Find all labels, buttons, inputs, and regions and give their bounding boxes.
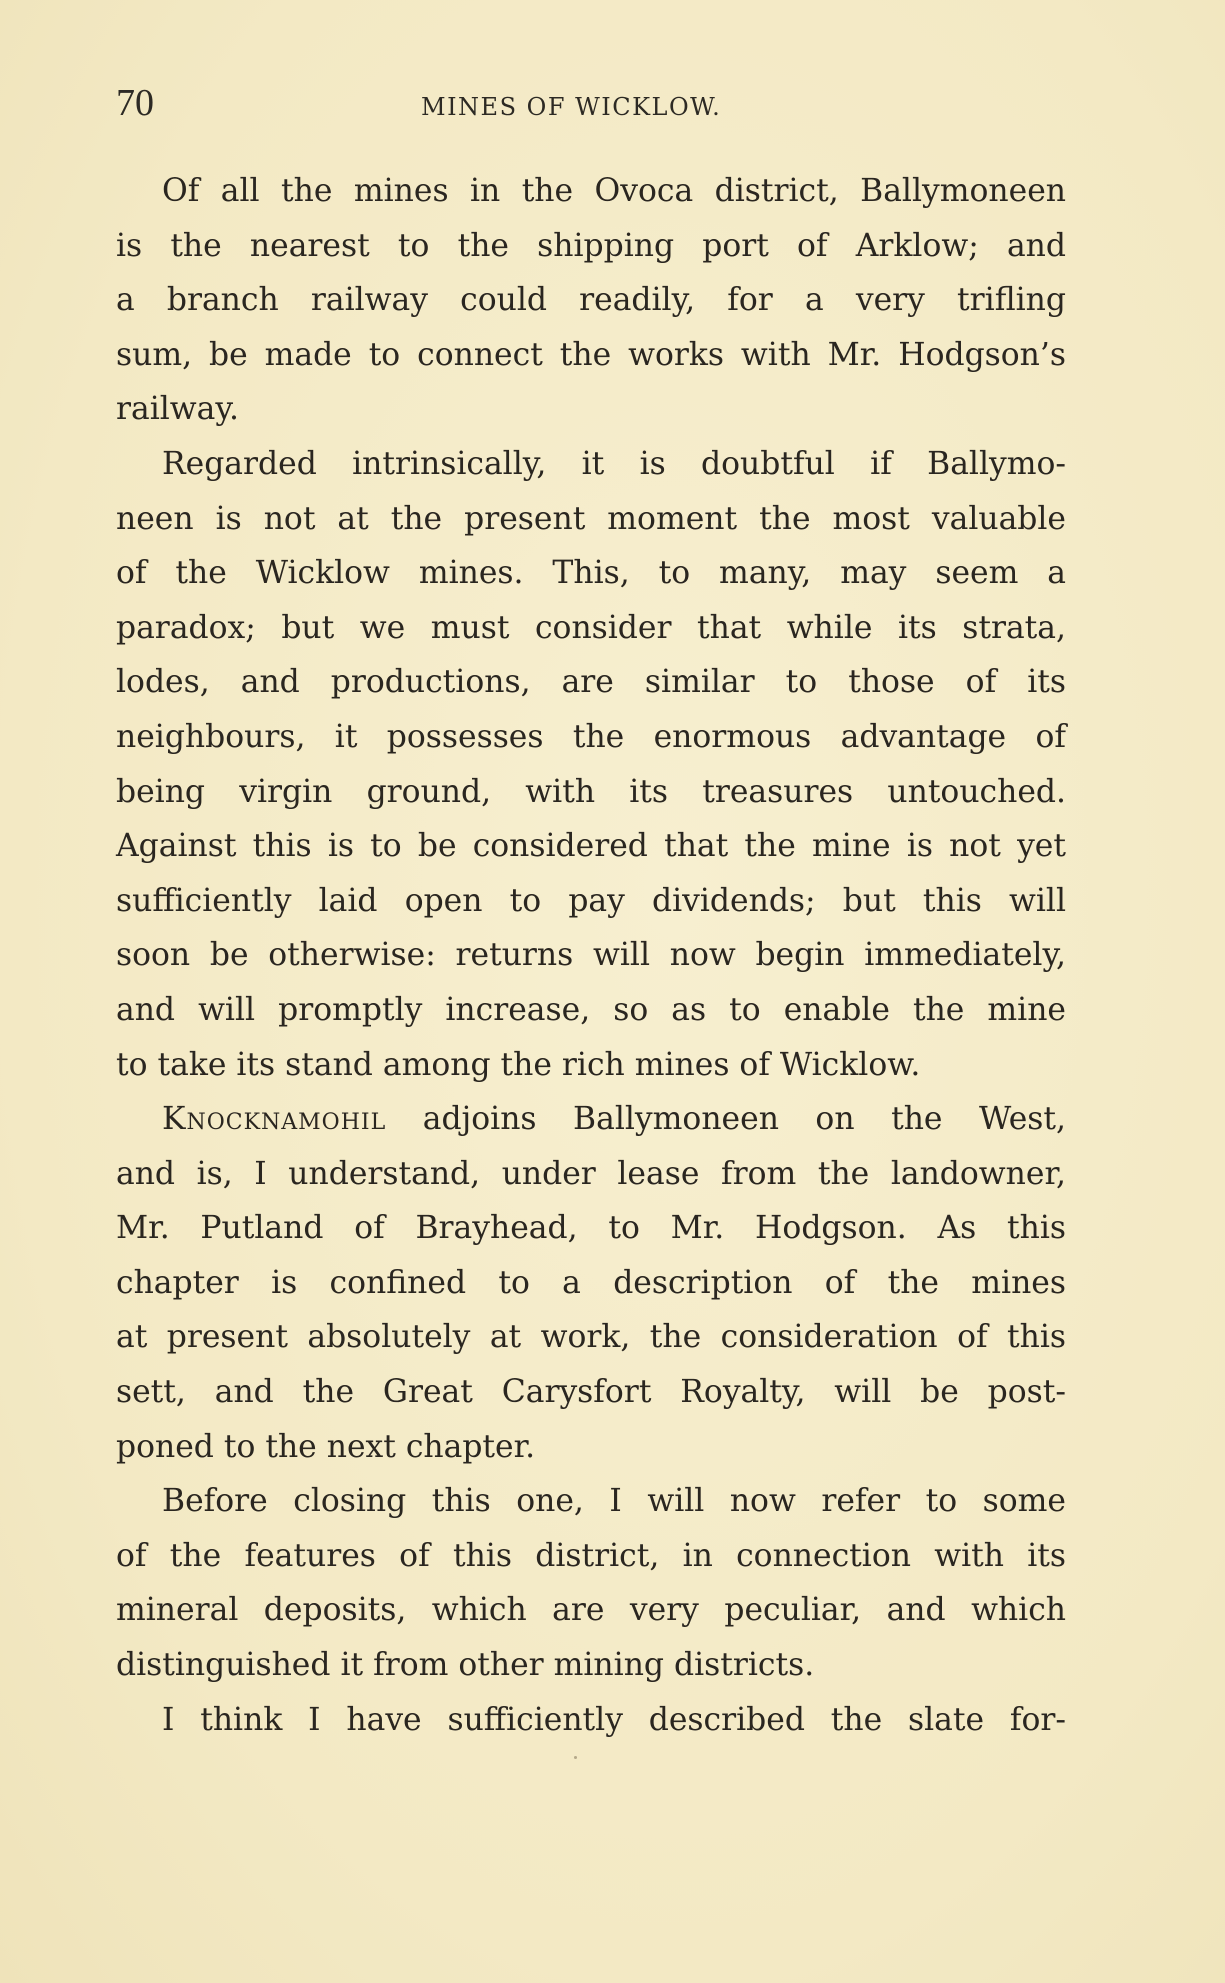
paper-speck bbox=[574, 1756, 577, 1759]
text-line: Of all the mines in the Ovoca district, Ballymoneen bbox=[162, 173, 1066, 209]
text-line: Regarded intrinsically, it is doubtful if Ballymo- bbox=[162, 445, 1066, 482]
text-line: I think I have sufficiently described the slate for- bbox=[162, 1701, 1066, 1738]
place-name-small-caps: Knocknamohil bbox=[162, 1101, 387, 1138]
text-line: and will promptly increase, so as to enable the mine bbox=[116, 991, 1066, 1028]
text-line: at present absolutely at work, the consideration of this bbox=[116, 1319, 1066, 1356]
text-line: sufficiently laid open to pay dividends; but this will bbox=[116, 882, 1066, 919]
text-line: a branch railway could readily, for a very trifling bbox=[116, 282, 1066, 319]
text-line: and is, I understand, under lease from the landowner, bbox=[116, 1155, 1066, 1192]
running-title: MINES OF WICKLOW. bbox=[421, 93, 722, 121]
text-line-continuation: adjoins Ballymoneen on the West, bbox=[386, 1101, 1066, 1138]
text-line: lodes, and productions, are similar to those of its bbox=[116, 664, 1066, 701]
running-head bbox=[116, 84, 1066, 134]
text-line: distinguished it from other mining districts. bbox=[116, 1647, 815, 1684]
text-line bbox=[116, 1092, 1066, 1147]
text-line: Against this is to be considered that the mine is not yet bbox=[116, 828, 1066, 865]
text-line: to take its stand among the rich mines of Wicklow. bbox=[116, 1046, 921, 1083]
text-line: Before closing this one, I will now refer to some bbox=[162, 1483, 1066, 1520]
text-line: is the nearest to the shipping port of Arklow; and bbox=[116, 227, 1066, 264]
text-line: neen is not at the present moment the most valuable bbox=[116, 500, 1066, 537]
text-line: sett, and the Great Carysfort Royalty, will be post- bbox=[116, 1374, 1066, 1411]
text-line: of the features of this district, in connection with its bbox=[116, 1537, 1066, 1574]
page-number: 70 bbox=[116, 82, 154, 124]
text-line: being virgin ground, with its treasures untouched. bbox=[116, 773, 1066, 810]
text-line: poned to the next chapter. bbox=[116, 1428, 536, 1465]
text-line: of the Wicklow mines. This, to many, may seem a bbox=[116, 555, 1066, 592]
text-line: soon be otherwise: returns will now begin immediately, bbox=[116, 937, 1066, 974]
text-line: Mr. Putland of Brayhead, to Mr. Hodgson. As this bbox=[116, 1210, 1066, 1247]
text-line: paradox; but we must consider that while its strata, bbox=[116, 609, 1066, 646]
text-line: chapter is confined to a description of the mines bbox=[116, 1264, 1066, 1301]
text-line: sum, be made to connect the works with Mr. Hodgson’s bbox=[116, 336, 1066, 373]
text-line: mineral deposits, which are very peculiar, and which bbox=[116, 1592, 1066, 1629]
text-line: railway. bbox=[116, 391, 239, 428]
body-text bbox=[116, 164, 1066, 1747]
text-line: neighbours, it possesses the enormous advantage of bbox=[116, 718, 1066, 755]
